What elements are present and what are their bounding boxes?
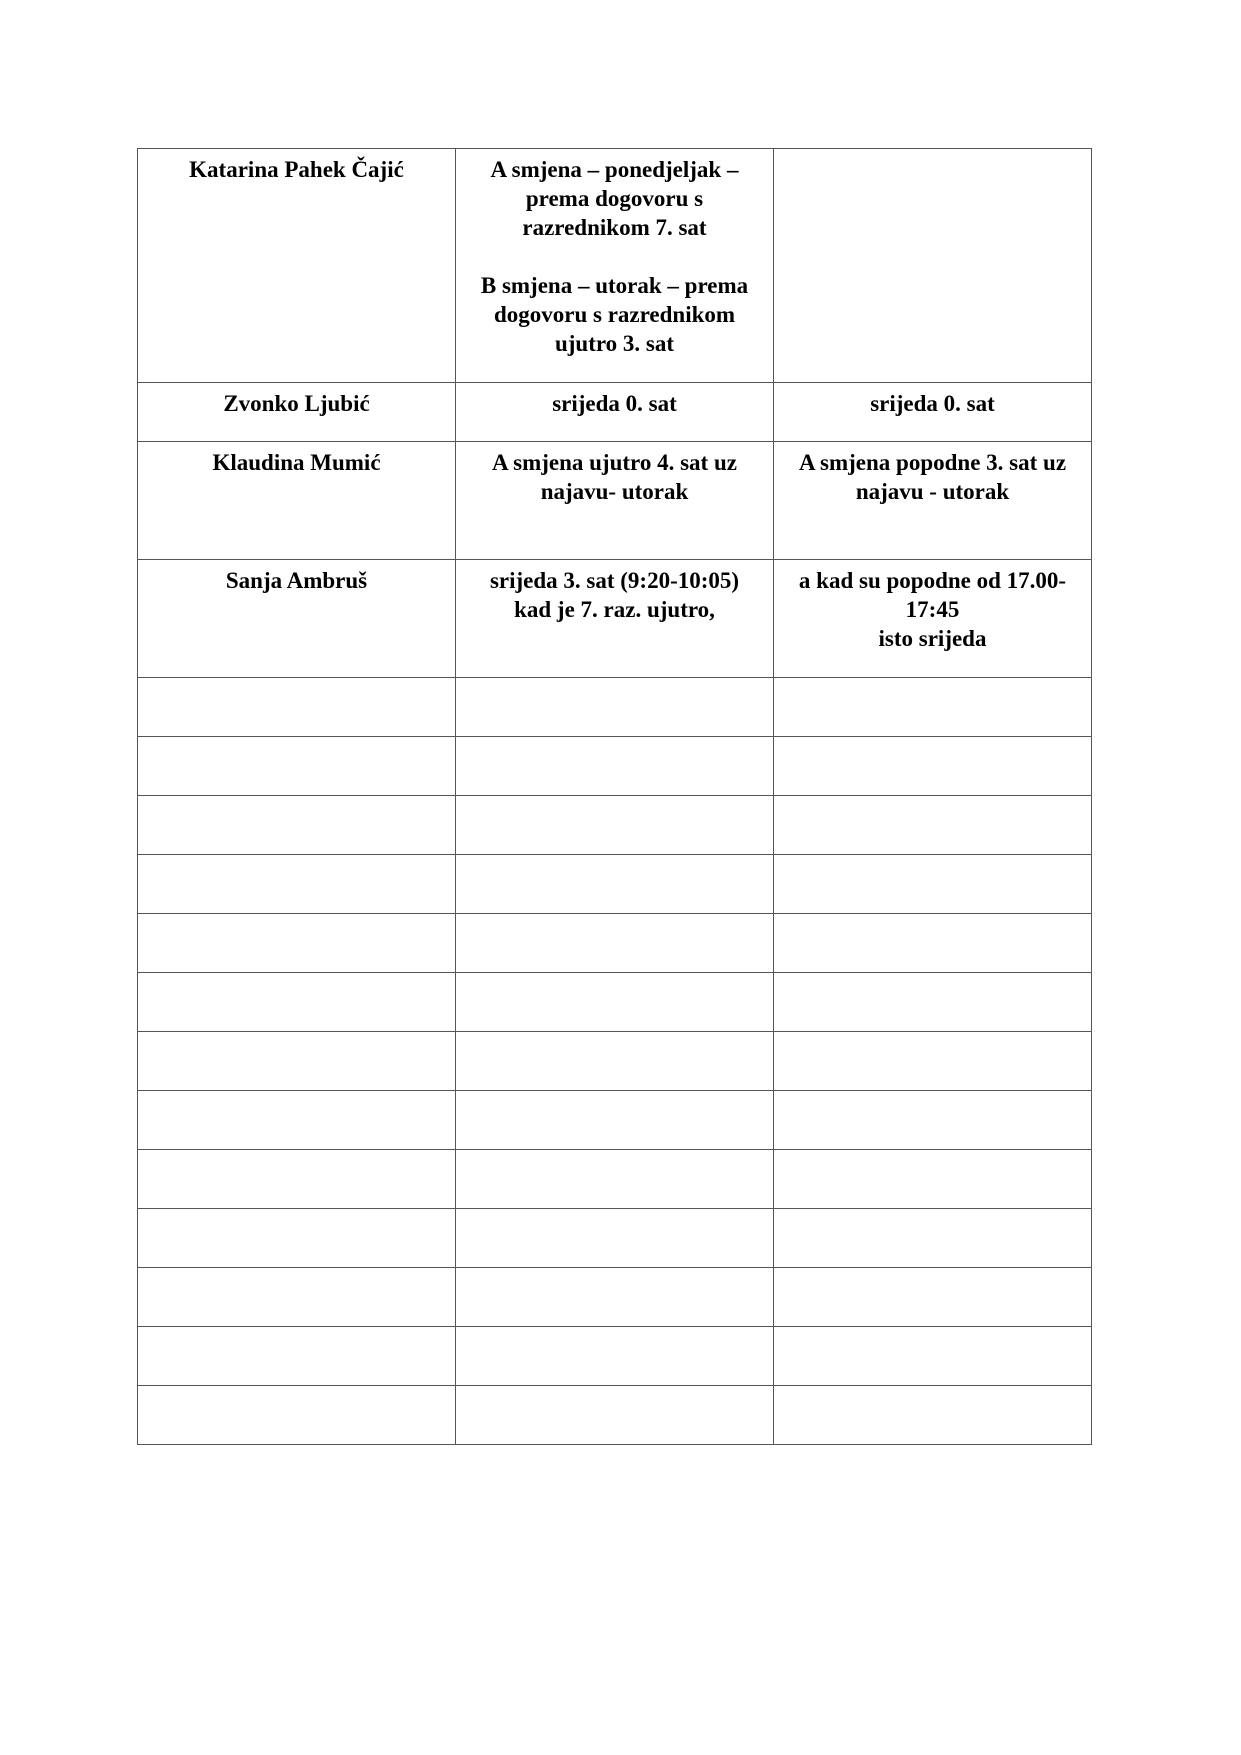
empty-cell: [138, 1150, 456, 1209]
empty-table-row: [138, 678, 1092, 737]
table-row: [138, 560, 1092, 678]
teacher-name-cell: Klaudina Mumić: [138, 442, 456, 560]
empty-table-row: [138, 1150, 1092, 1209]
empty-table-row: [138, 796, 1092, 855]
schedule-table: [137, 148, 1092, 1445]
afternoon-slot-cell: [774, 149, 1092, 383]
empty-cell: [138, 914, 456, 973]
empty-cell: [774, 1091, 1092, 1150]
empty-cell: [774, 737, 1092, 796]
empty-table-row: [138, 855, 1092, 914]
empty-cell: [456, 914, 774, 973]
empty-cell: [138, 737, 456, 796]
empty-cell: [456, 1209, 774, 1268]
table-row: [138, 149, 1092, 383]
empty-cell: [456, 796, 774, 855]
empty-table-row: [138, 737, 1092, 796]
morning-slot-cell: srijeda 0. sat: [456, 383, 774, 442]
afternoon-slot-cell: A smjena popodne 3. sat uz najavu - utorak: [774, 442, 1092, 560]
teacher-name-cell: Sanja Ambruš: [138, 560, 456, 678]
empty-cell: [138, 1091, 456, 1150]
empty-cell: [456, 973, 774, 1032]
empty-table-row: [138, 1268, 1092, 1327]
empty-table-row: [138, 1091, 1092, 1150]
empty-cell: [456, 1327, 774, 1386]
empty-cell: [456, 678, 774, 737]
empty-cell: [774, 973, 1092, 1032]
morning-slot-cell: A smjena – ponedjeljak – prema dogovoru s razrednikom 7. sat B smjena – utorak – prema dogovoru s razrednikom ujutro 3. sat: [456, 149, 774, 383]
empty-table-row: [138, 914, 1092, 973]
empty-table-row: [138, 1386, 1092, 1445]
empty-cell: [456, 1386, 774, 1445]
empty-cell: [138, 973, 456, 1032]
empty-cell: [774, 796, 1092, 855]
empty-table-row: [138, 1209, 1092, 1268]
empty-cell: [138, 678, 456, 737]
empty-cell: [138, 796, 456, 855]
empty-cell: [138, 1327, 456, 1386]
empty-cell: [456, 1150, 774, 1209]
empty-table-row: [138, 1032, 1092, 1091]
table-row: [138, 383, 1092, 442]
teacher-name-cell: Zvonko Ljubić: [138, 383, 456, 442]
empty-table-row: [138, 973, 1092, 1032]
teacher-name-cell: Katarina Pahek Čajić: [138, 149, 456, 383]
empty-cell: [138, 1032, 456, 1091]
empty-cell: [774, 1032, 1092, 1091]
empty-cell: [774, 678, 1092, 737]
empty-cell: [138, 1209, 456, 1268]
empty-cell: [774, 1327, 1092, 1386]
empty-cell: [774, 1150, 1092, 1209]
afternoon-slot-cell: srijeda 0. sat: [774, 383, 1092, 442]
empty-cell: [456, 1091, 774, 1150]
empty-cell: [774, 914, 1092, 973]
empty-cell: [456, 1268, 774, 1327]
empty-cell: [456, 1032, 774, 1091]
empty-cell: [774, 1386, 1092, 1445]
empty-cell: [774, 1268, 1092, 1327]
table-row: [138, 442, 1092, 560]
morning-slot-cell: srijeda 3. sat (9:20-10:05) kad je 7. raz. ujutro,: [456, 560, 774, 678]
empty-cell: [138, 1386, 456, 1445]
empty-cell: [456, 855, 774, 914]
empty-table-row: [138, 1327, 1092, 1386]
empty-cell: [774, 1209, 1092, 1268]
empty-cell: [456, 737, 774, 796]
empty-cell: [774, 855, 1092, 914]
afternoon-slot-cell: a kad su popodne od 17.00- 17:45 isto srijeda: [774, 560, 1092, 678]
morning-slot-cell: A smjena ujutro 4. sat uz najavu- utorak: [456, 442, 774, 560]
empty-cell: [138, 1268, 456, 1327]
empty-cell: [138, 855, 456, 914]
schedule-table-body: [138, 149, 1092, 1445]
